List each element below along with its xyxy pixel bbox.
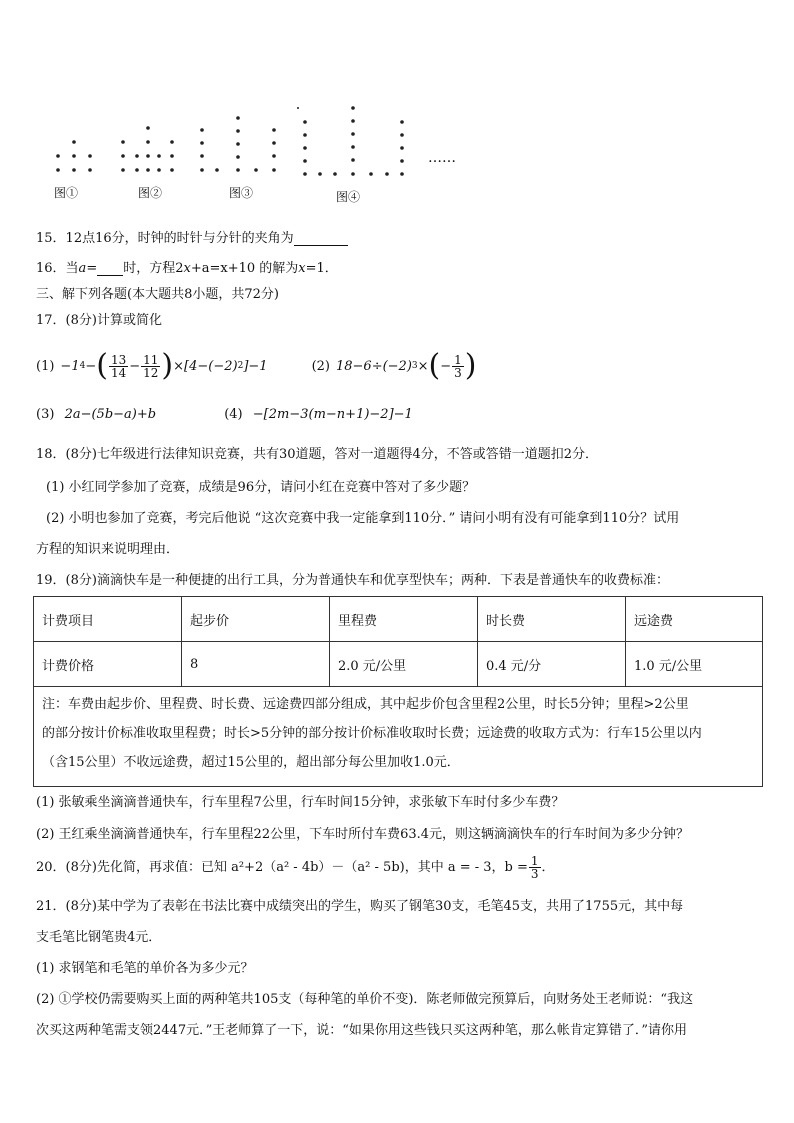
note-line: 注：车费由起步价、里程费、时长费、远途费四部分组成，其中起步价包含里程2公里，时长5分钟；里程>2公里 bbox=[42, 697, 689, 712]
fraction: $\frac{1}{3}$ bbox=[530, 853, 539, 881]
question-18-sub-2: (2) 小明也参加了竞赛，考完后他说 “这次竞赛中我一定能拿到110分．” 请问小明有没有可能拿到110分？试用 bbox=[46, 511, 680, 526]
question-18-stem: 18．(8分)七年级进行法律知识竞赛，共有30道题，答对一道题得4分，不答或答错一道题扣2分． bbox=[36, 447, 599, 462]
question-21-sub-2: (2) ①学校仍需要购买上面的两种笔共105支（每种笔的单价不变)．陈老师做完预算后，向财务处王老师说：“我这 bbox=[36, 992, 694, 1007]
question-16-eq: +a=x+10 的解为 bbox=[190, 261, 299, 276]
var-x: x bbox=[298, 261, 306, 276]
question-18-sub-2-cont: 方程的知识来说明理由． bbox=[36, 542, 180, 557]
var-x: x bbox=[183, 261, 191, 276]
figure-4-dots bbox=[297, 106, 404, 176]
fee-table bbox=[33, 596, 763, 687]
eq-sign: = bbox=[86, 261, 98, 276]
minus-sign: − bbox=[85, 358, 97, 374]
expr: 18−6÷(−2) bbox=[335, 358, 412, 374]
table-cell: 计费价格 bbox=[34, 642, 182, 687]
section-title: 三、解下列各题(本大题共8小题，共72分) bbox=[36, 287, 279, 302]
table-header-cell: 起步价 bbox=[182, 597, 330, 642]
question-21-sub-1: (1) 求钢笔和毛笔的单价各为多少元？ bbox=[36, 961, 254, 976]
figure-2-dots bbox=[121, 126, 174, 172]
table-cell: 8 bbox=[182, 642, 330, 687]
question-15 bbox=[36, 232, 348, 246]
question-21-sub-2-cont: 次买这两种笔需支领2447元．”王老师算了一下，说：“如果你用这些钱只买这两种笔，那么帐肯定算错了．”请你用 bbox=[36, 1023, 688, 1038]
expr: 2a−(5b−a)+b bbox=[64, 407, 157, 422]
part-label: (2) bbox=[311, 358, 330, 374]
table-cell: 0.4 元/分 bbox=[478, 642, 626, 687]
table-header-cell: 远途费 bbox=[626, 597, 763, 642]
exponent: 2 bbox=[237, 360, 244, 371]
figure-label-2: 图② bbox=[138, 186, 163, 200]
fraction: $\frac{11}{12}$ bbox=[143, 352, 159, 380]
question-16-pre: 16．当 bbox=[36, 261, 79, 276]
answer-blank bbox=[294, 232, 348, 246]
figure-label-3: 图③ bbox=[229, 186, 254, 200]
question-20 bbox=[36, 852, 555, 882]
note-line: （含15公里）不收远途费，超过15公里的，超出部分每公里加收1.0元． bbox=[42, 755, 460, 770]
figure-label-4: 图④ bbox=[336, 190, 361, 204]
fraction: $\frac{1}{3}$ bbox=[454, 352, 462, 380]
question-16 bbox=[36, 262, 338, 276]
question-16-mid: 时，方程2 bbox=[123, 261, 184, 276]
figure-3-dots bbox=[200, 116, 276, 172]
answer-blank bbox=[97, 262, 123, 276]
expr-end: ]−1 bbox=[243, 358, 268, 374]
question-21-line-1: 21．(8分)某中学为了表彰在书法比赛中成绩突出的学生，购买了钢笔30支，毛笔45支，共用了1755元，其中每 bbox=[36, 899, 684, 914]
table-cell: 1.0 元/公里 bbox=[626, 642, 763, 687]
part-label: (1) bbox=[36, 358, 55, 374]
part-label: (3) bbox=[36, 407, 55, 422]
question-19-sub-1: (1) 张敏乘坐滴滴普通快车，行车里程7公里，行车时间15分钟，求张敏下车时付多少车费？ bbox=[36, 795, 565, 810]
table-cell: 2.0 元/公里 bbox=[330, 642, 478, 687]
fraction: $\frac{13}{14}$ bbox=[110, 352, 127, 380]
question-19-sub-2: (2) 王红乘坐滴滴普通快车，行车里程22公里，下车时所付车费63.4元，则这辆滴滴快车的行车时间为多少分钟？ bbox=[36, 827, 690, 842]
figure-ellipsis: …… bbox=[428, 150, 456, 166]
question-16-end: =1． bbox=[305, 261, 338, 276]
question-20-text: 20．(8分)先化简，再求值：已知 a²+2（a² - 4b）－（a² - 5b)，其中 a = - 3，b = bbox=[36, 859, 528, 875]
exponent: 3 bbox=[411, 360, 418, 371]
expr: −[2m−3(m−n+1)−2]−1 bbox=[252, 407, 413, 422]
fee-note bbox=[33, 682, 763, 787]
var-a: a bbox=[78, 261, 87, 276]
part-label: (4) bbox=[224, 407, 243, 422]
note-line: 的部分按计价标准收取里程费；时长>5分钟的部分按计价标准收取时长费；远途费的收取方式为：行车15公里以内 bbox=[42, 726, 702, 741]
question-18-sub-1: (1) 小红同学参加了竞赛，成绩是96分，请问小红在竞赛中答对了多少题？ bbox=[46, 480, 476, 495]
table-row bbox=[34, 642, 763, 687]
figure-1-dots bbox=[56, 140, 92, 172]
expr-lead: −1 bbox=[60, 358, 80, 374]
question-20-end: ． bbox=[541, 859, 555, 875]
dot-pattern-figures bbox=[50, 100, 470, 210]
table-header-row bbox=[34, 597, 763, 642]
expr-tail: ×[4−(−2) bbox=[173, 358, 238, 374]
figure-label-1: 图① bbox=[54, 186, 79, 200]
table-header-cell: 计费项目 bbox=[34, 597, 182, 642]
question-17-row-2 bbox=[36, 408, 413, 421]
table-header-cell: 里程费 bbox=[330, 597, 478, 642]
question-17-title: 17．(8分)计算或简化 bbox=[36, 313, 162, 328]
exponent: 4 bbox=[79, 360, 86, 371]
times-sign: × bbox=[417, 358, 429, 374]
table-header-cell: 时长费 bbox=[478, 597, 626, 642]
question-19-stem: 19．(8分)滴滴快车是一种便捷的出行工具，分为普通快车和优享型快车；两种．下表是普通快车的收费标准： bbox=[36, 573, 669, 588]
question-15-text: 15．12点16分，时钟的时针与分针的夹角为 bbox=[36, 231, 294, 246]
question-17-row-1: (1) −1 4 − ( $\frac{13}{14}$ − $\frac{11}{12}$ ) ×[4−(−2) 2 ]−1 (2) 18−6÷(−2) 3 × ( − $\frac{1}{3}$ ) bbox=[36, 348, 477, 383]
question-21-line-2: 支毛笔比钢笔贵4元． bbox=[36, 930, 162, 945]
